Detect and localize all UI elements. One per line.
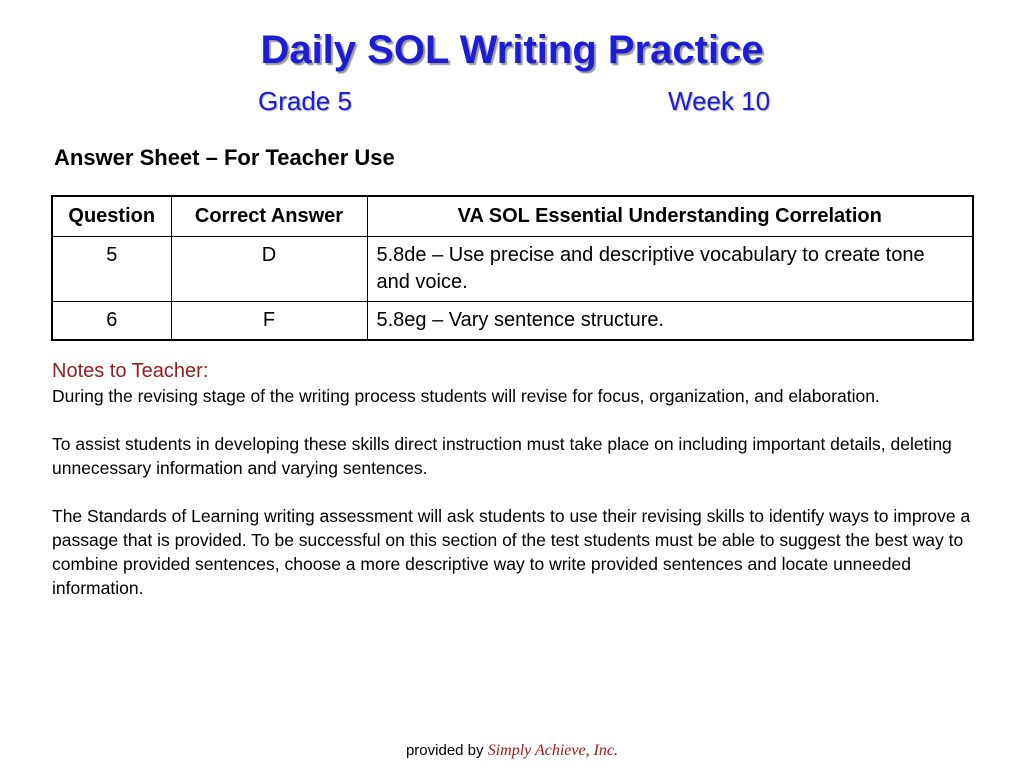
answer-cell: D — [171, 237, 367, 302]
notes-paragraph: To assist students in developing these skills direct instruction must take place on including important details, deleting unnecessary information and varying sentences. — [52, 434, 952, 478]
notes-paragraph: The Standards of Learning writing assessment will ask students to use their revising skills to identify ways to improve a passage that is provided. To be successful on this section of the test students must be able to suggest the best way to combine provided sentences, choose a more descriptive way to write provided sentences and locate unneeded information. — [52, 506, 971, 598]
correlation-cell: 5.8eg – Vary sentence structure. — [367, 302, 973, 341]
footer-brand: Simply Achieve, Inc. — [487, 742, 619, 759]
footer-prefix: provided by — [405, 742, 484, 759]
page-title: Daily SOL Writing Practice — [260, 28, 764, 72]
table-row — [52, 302, 973, 341]
answer-cell: F — [171, 302, 367, 341]
question-cell: 5 — [52, 237, 171, 302]
grade-label: Grade 5 — [258, 86, 352, 116]
notes-paragraph: During the revising stage of the writing process students will revise for focus, organization, and elaboration. — [52, 386, 880, 406]
answer-table — [51, 195, 974, 341]
footer — [0, 740, 1024, 762]
question-cell: 6 — [52, 302, 171, 341]
week-label: Week 10 — [668, 86, 771, 116]
column-header-correlation: VA SOL Essential Understanding Correlation — [367, 196, 973, 237]
column-header-correct-answer: Correct Answer — [171, 196, 367, 237]
column-header-question: Question — [52, 196, 171, 237]
table-row — [52, 237, 973, 302]
notes-label: Notes to Teacher: — [52, 360, 209, 382]
table-header-row — [52, 196, 973, 237]
correlation-cell: 5.8de – Use precise and descriptive vocabulary to create tone and voice. — [367, 237, 973, 302]
notes-body — [52, 384, 972, 624]
answer-sheet-heading: Answer Sheet – For Teacher Use — [54, 145, 395, 170]
